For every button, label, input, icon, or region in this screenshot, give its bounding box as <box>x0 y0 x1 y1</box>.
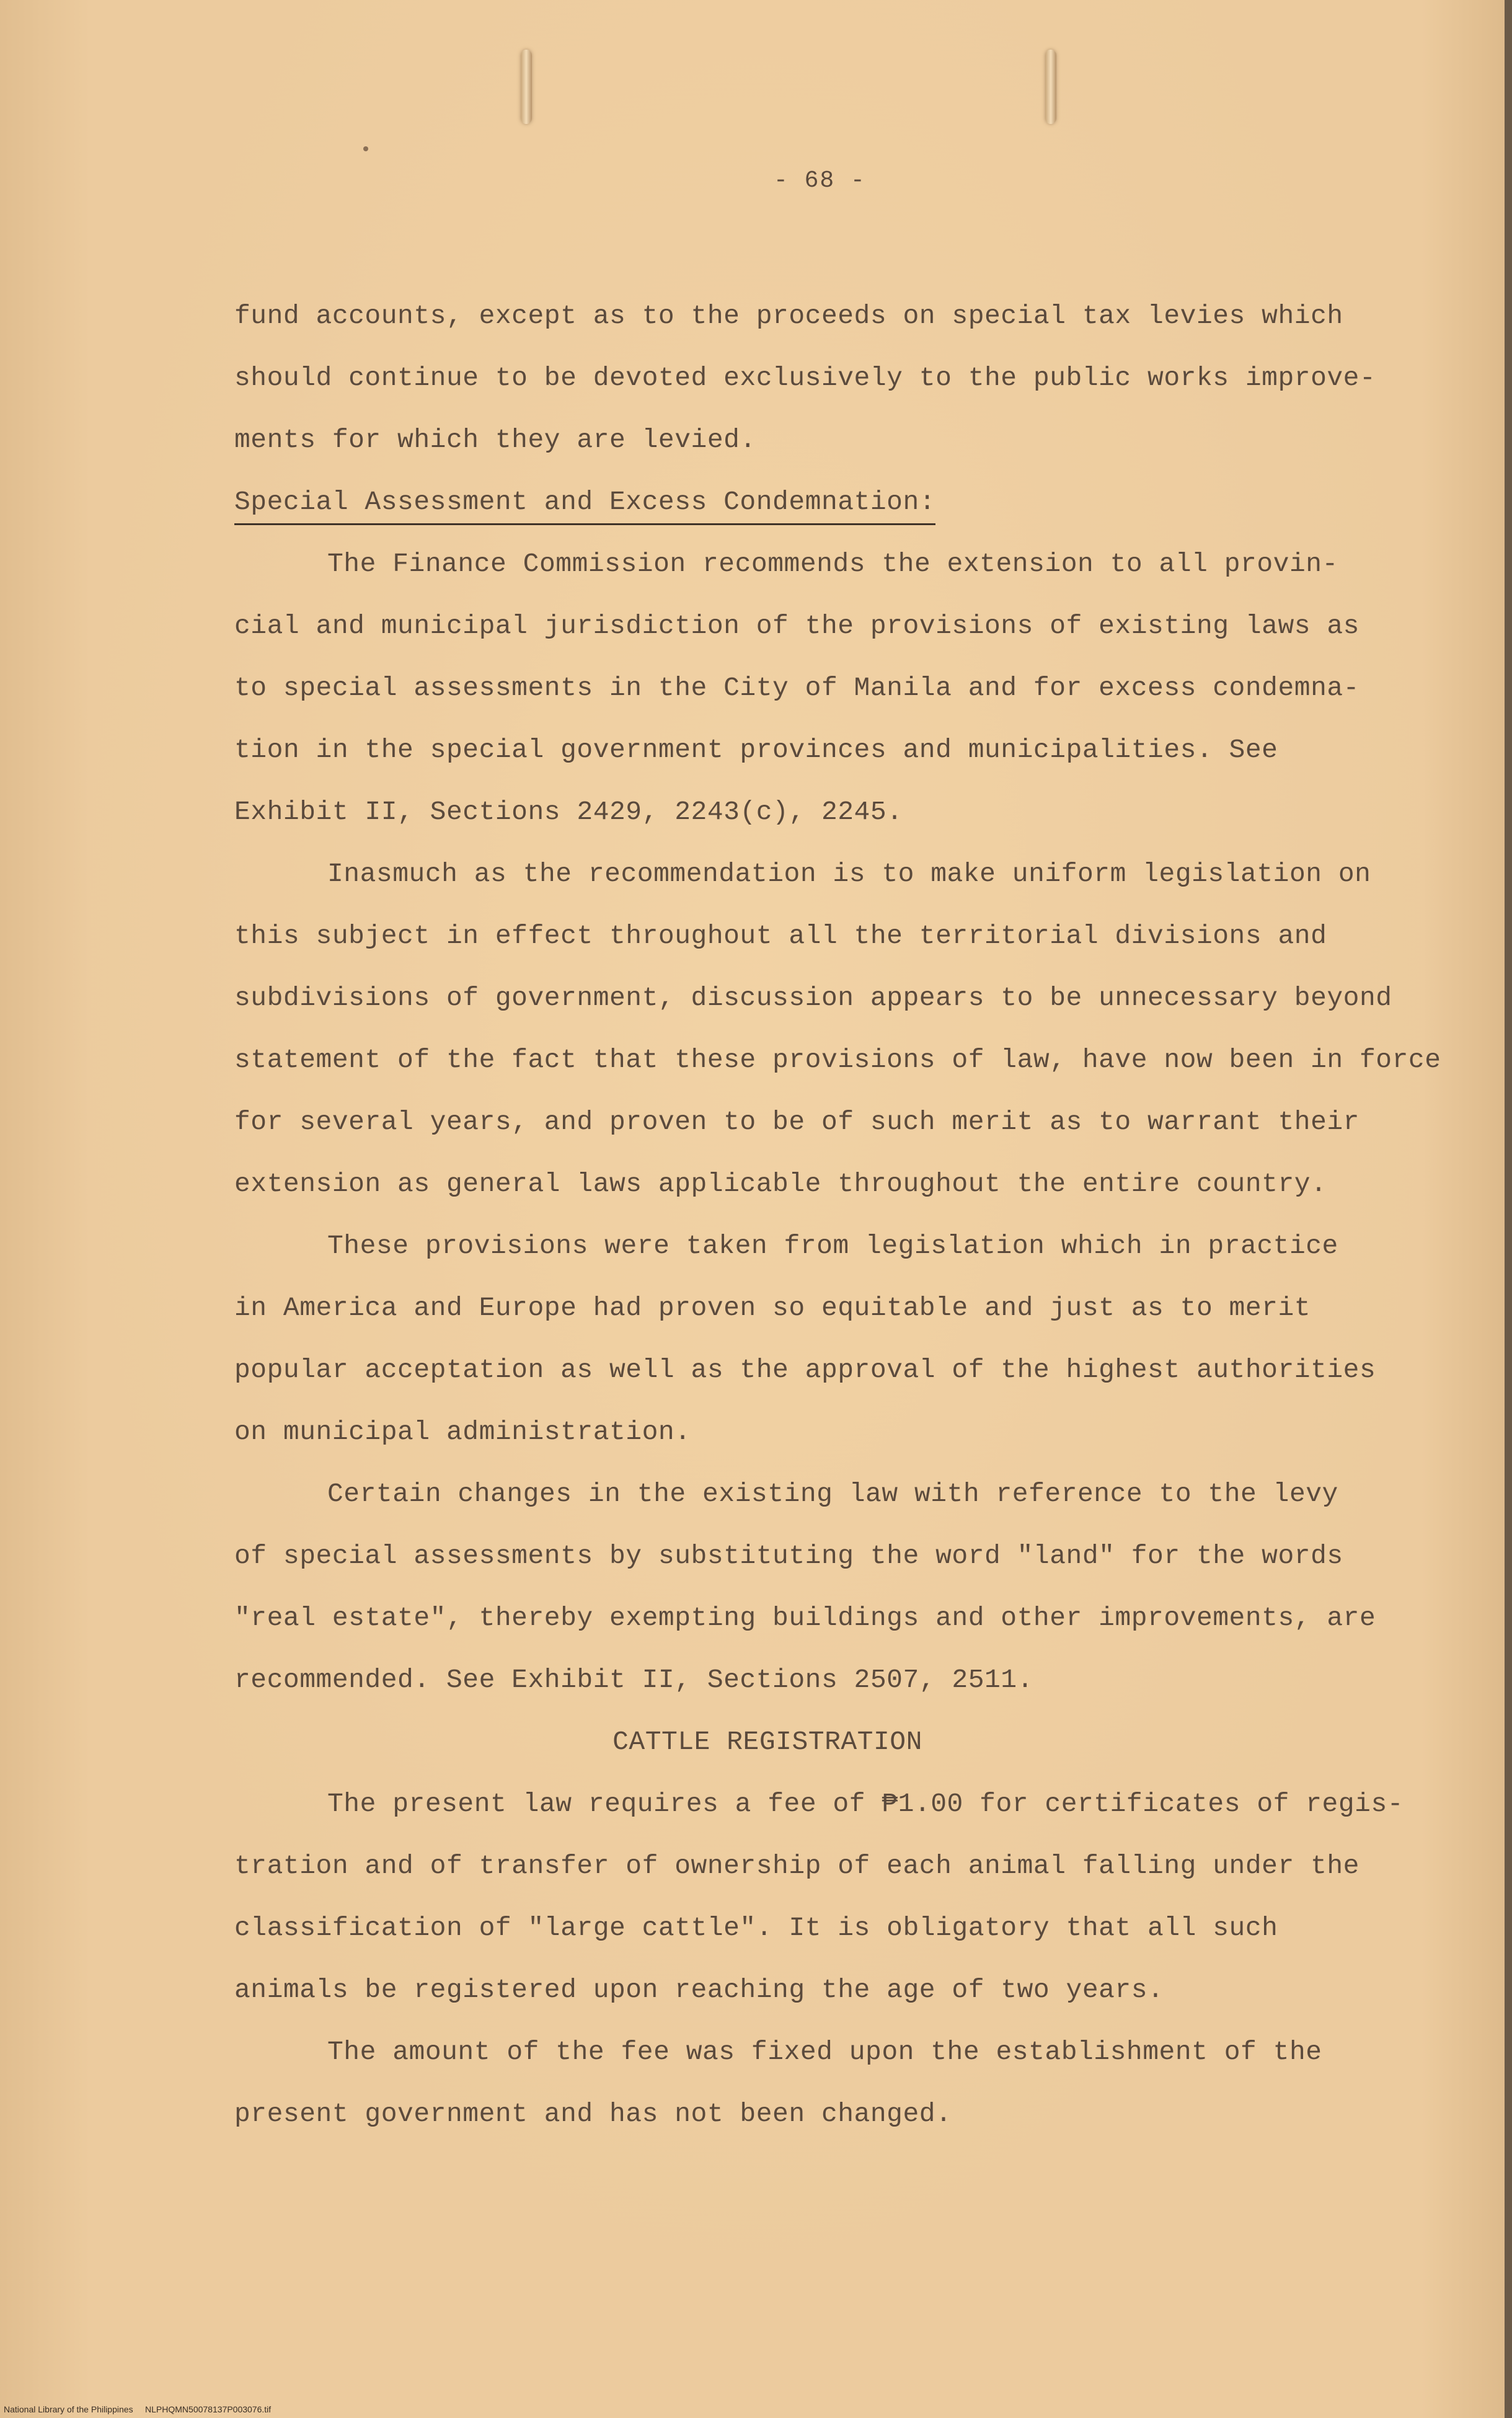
text-line: in America and Europe had proven so equitable and just as to merit <box>234 1293 1311 1323</box>
text-line: The present law requires a fee of ₱1.00 for certificates of regis- <box>327 1789 1404 1819</box>
text-line: cial and municipal jurisdiction of the provisions of existing laws as <box>234 611 1359 641</box>
text-line: tion in the special government provinces and municipalities. See <box>234 735 1278 765</box>
text-line: Certain changes in the existing law with reference to the levy <box>327 1479 1338 1509</box>
text-line: The amount of the fee was fixed upon the establishment of the <box>327 2037 1322 2067</box>
text-line: fund accounts, except as to the proceeds on special tax levies which <box>234 301 1343 331</box>
text-line: present government and has not been changed. <box>234 2099 952 2129</box>
section-heading-special-assessment: Special Assessment and Excess Condemnation: <box>234 484 935 525</box>
text-line: for several years, and proven to be of such merit as to warrant their <box>234 1107 1359 1137</box>
text-line: statement of the fact that these provisions of law, have now been in force <box>234 1045 1441 1075</box>
text-line: Inasmuch as the recommendation is to make uniform legislation on <box>327 859 1371 889</box>
text-line: The Finance Commission recommends the extension to all provin- <box>327 549 1338 579</box>
footer-source: National Library of the Philippines <box>4 2404 133 2414</box>
page-edge <box>1505 0 1512 2418</box>
text-line: Exhibit II, Sections 2429, 2243(c), 2245. <box>234 797 903 827</box>
page-number: - 68 - <box>774 167 866 194</box>
text-line: subdivisions of government, discussion appears to be unnecessary beyond <box>234 983 1392 1013</box>
text-line: "real estate", thereby exempting buildings and other improvements, are <box>234 1603 1376 1633</box>
body-text <box>234 285 1441 2145</box>
text-line: on municipal administration. <box>234 1417 691 1447</box>
text-line: to special assessments in the City of Manila and for excess condemna- <box>234 673 1359 703</box>
text-line: classification of "large cattle". It is obligatory that all such <box>234 1913 1278 1943</box>
text-line: ments for which they are levied. <box>234 425 756 455</box>
section-title-cattle-registration: CATTLE REGISTRATION <box>612 1727 922 1757</box>
text-line: this subject in effect throughout all the territorial divisions and <box>234 921 1327 951</box>
text-line: extension as general laws applicable throughout the entire country. <box>234 1169 1327 1199</box>
text-line: recommended. See Exhibit II, Sections 2507, 2511. <box>234 1665 1033 1695</box>
text-line: These provisions were taken from legislation which in practice <box>327 1231 1338 1261</box>
text-line: of special assessments by substituting the word "land" for the words <box>234 1541 1343 1571</box>
staple-mark <box>1045 50 1056 124</box>
text-line: tration and of transfer of ownership of each animal falling under the <box>234 1851 1359 1881</box>
text-line: animals be registered upon reaching the age of two years. <box>234 1975 1164 2005</box>
footer-file-id: NLPHQMN50078137P003076.tif <box>145 2404 272 2414</box>
section-heading-wrap <box>234 471 1400 533</box>
text-line: popular acceptation as well as the approval of the highest authorities <box>234 1355 1376 1385</box>
text-line: should continue to be devoted exclusively to the public works improve- <box>234 363 1376 393</box>
staple-mark <box>521 50 532 124</box>
archive-footer <box>4 2404 271 2414</box>
paper-speck <box>363 146 368 151</box>
